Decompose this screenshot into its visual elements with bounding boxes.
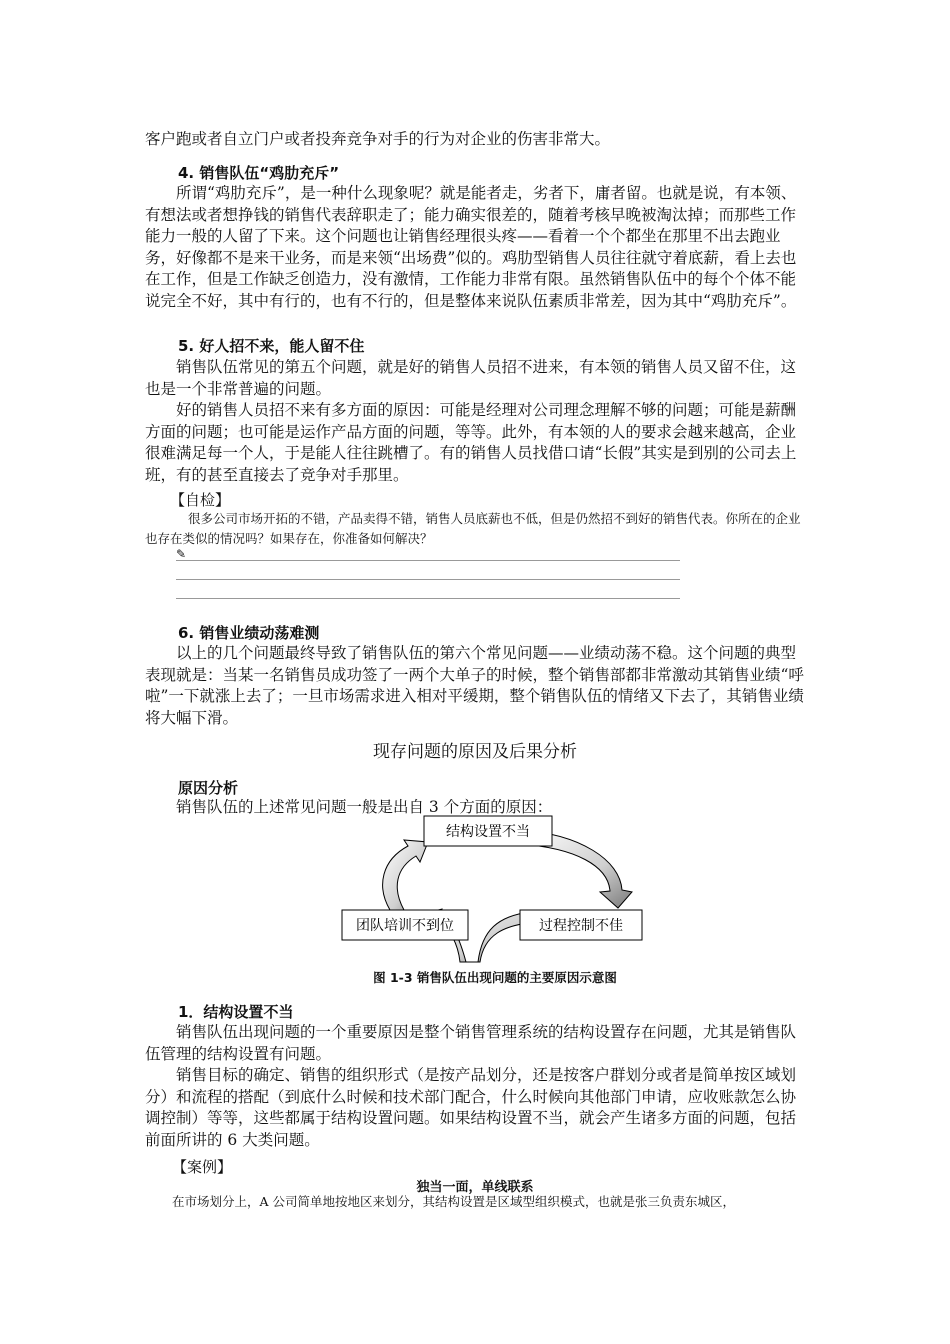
cause-heading: 原因分析 <box>178 779 239 797</box>
paragraph-4: 所谓“鸡肋充斥”，是一种什么现象呢？就是能者走，劣者下，庸者留。也就是说，有本领、有想法或者想挣钱的销售代表辞职走了；能力确实很差的，随着考核早晚被淘汰掉；而那些工作能力一般的人留了下来。这个问题也让销售经理很头疼——看着一个个都坐在那里不出去跑业务，好像都不是来干业务，而是来领“出场费”似的。鸡肋型销售人员往往就守着底薪，看上去也在工作，但是工作缺乏创造力，没有激情，工作能力非常有限。虽然销售队伍中的每个个体不能说完全不好，其中有行的，也有不行的，但是整体来说队伍素质非常差，因为其中“鸡肋充斥”。 <box>145 184 797 310</box>
heading-6: 6. 销售业绩动荡难测 <box>178 624 320 642</box>
paragraph-intro: 客户跑或者自立门户或者投奔竞争对手的行为对企业的伤害非常大。 <box>145 130 611 148</box>
paragraph-1b: 销售目标的确定、销售的组织形式（是按产品划分，还是按客户群划分或者是简单按区域划分）和流程的搭配（到底什么时候和技术部门配合，什么时候向其他部门申请，应收账款怎么协调控制）等等，这些都属于结构设置问题。如果结构设置不当，就会产生诸多方面的问题，包括前面所讲的 6 大类问题。 <box>145 1066 797 1149</box>
heading-1: 1．结构设置不当 <box>178 1003 294 1021</box>
cause-diagram <box>330 812 650 970</box>
answer-line <box>176 579 680 580</box>
answer-line <box>176 560 680 561</box>
pencil-icon: ✎ <box>176 547 187 561</box>
box-right-label: 过程控制不佳 <box>539 918 623 934</box>
selfcheck-label: 【自检】 <box>170 491 231 509</box>
section-title: 现存问题的原因及后果分析 <box>373 742 577 762</box>
arrow-left-to-top <box>383 840 428 910</box>
heading-5: 5. 好人招不来，能人留不住 <box>178 337 365 355</box>
figure-caption: 图 1-3 销售队伍出现问题的主要原因示意图 <box>373 970 617 985</box>
paragraph-5a: 销售队伍常见的第五个问题，就是好的销售人员招不进来，有本领的销售人员又留不住，这也是一个非常普遍的问题。 <box>145 358 797 398</box>
case-label: 【案例】 <box>172 1158 233 1176</box>
paragraph-6: 以上的几个问题最终导致了销售队伍的第六个常见问题——业绩动荡不稳。这个问题的典型表现就是：当某一名销售员成功签了一两个大单子的时候，整个销售部都非常激动其销售业绩“呼啦”一下就涨上去了；一旦市场需求进入相对平缓期，整个销售队伍的情绪又下去了，其销售业绩将大幅下滑。 <box>145 644 804 727</box>
heading-4: 4. 销售队伍“鸡肋充斥” <box>178 164 340 182</box>
paragraph-5b: 好的销售人员招不来有多方面的原因：可能是经理对公司理念理解不够的问题；可能是薪酬方面的问题；也可能是运作产品方面的问题，等等。此外，有本领的人的要求会越来越高，企业很难满足每一个人，于是能人往往跳槽了。有的销售人员找借口请“长假”其实是到别的公司去上班，有的甚至直接去了竞争对手那里。 <box>145 401 797 484</box>
box-left-label: 团队培训不到位 <box>356 918 454 934</box>
cause-intro: 销售队伍的上述常见问题一般是出自 3 个方面的原因： <box>176 798 553 816</box>
answer-line <box>176 598 680 599</box>
case-title: 独当一面，单线联系 <box>416 1180 534 1195</box>
paragraph-1a: 销售队伍出现问题的一个重要原因是整个销售管理系统的结构设置存在问题，尤其是销售队伍管理的结构设置有问题。 <box>145 1023 797 1063</box>
case-text: 在市场划分上，A 公司简单地按地区来划分，其结构设置是区域型组织模式，也就是张三负责东城区， <box>172 1194 736 1209</box>
selfcheck-text: 很多公司市场开拓的不错，产品卖得不错，销售人员底薪也不低，但是仍然招不到好的销售代表。你所在的企业也存在类似的情况吗？如果存在，你准备如何解决？ <box>145 511 801 546</box>
box-top-label: 结构设置不当 <box>446 824 530 840</box>
